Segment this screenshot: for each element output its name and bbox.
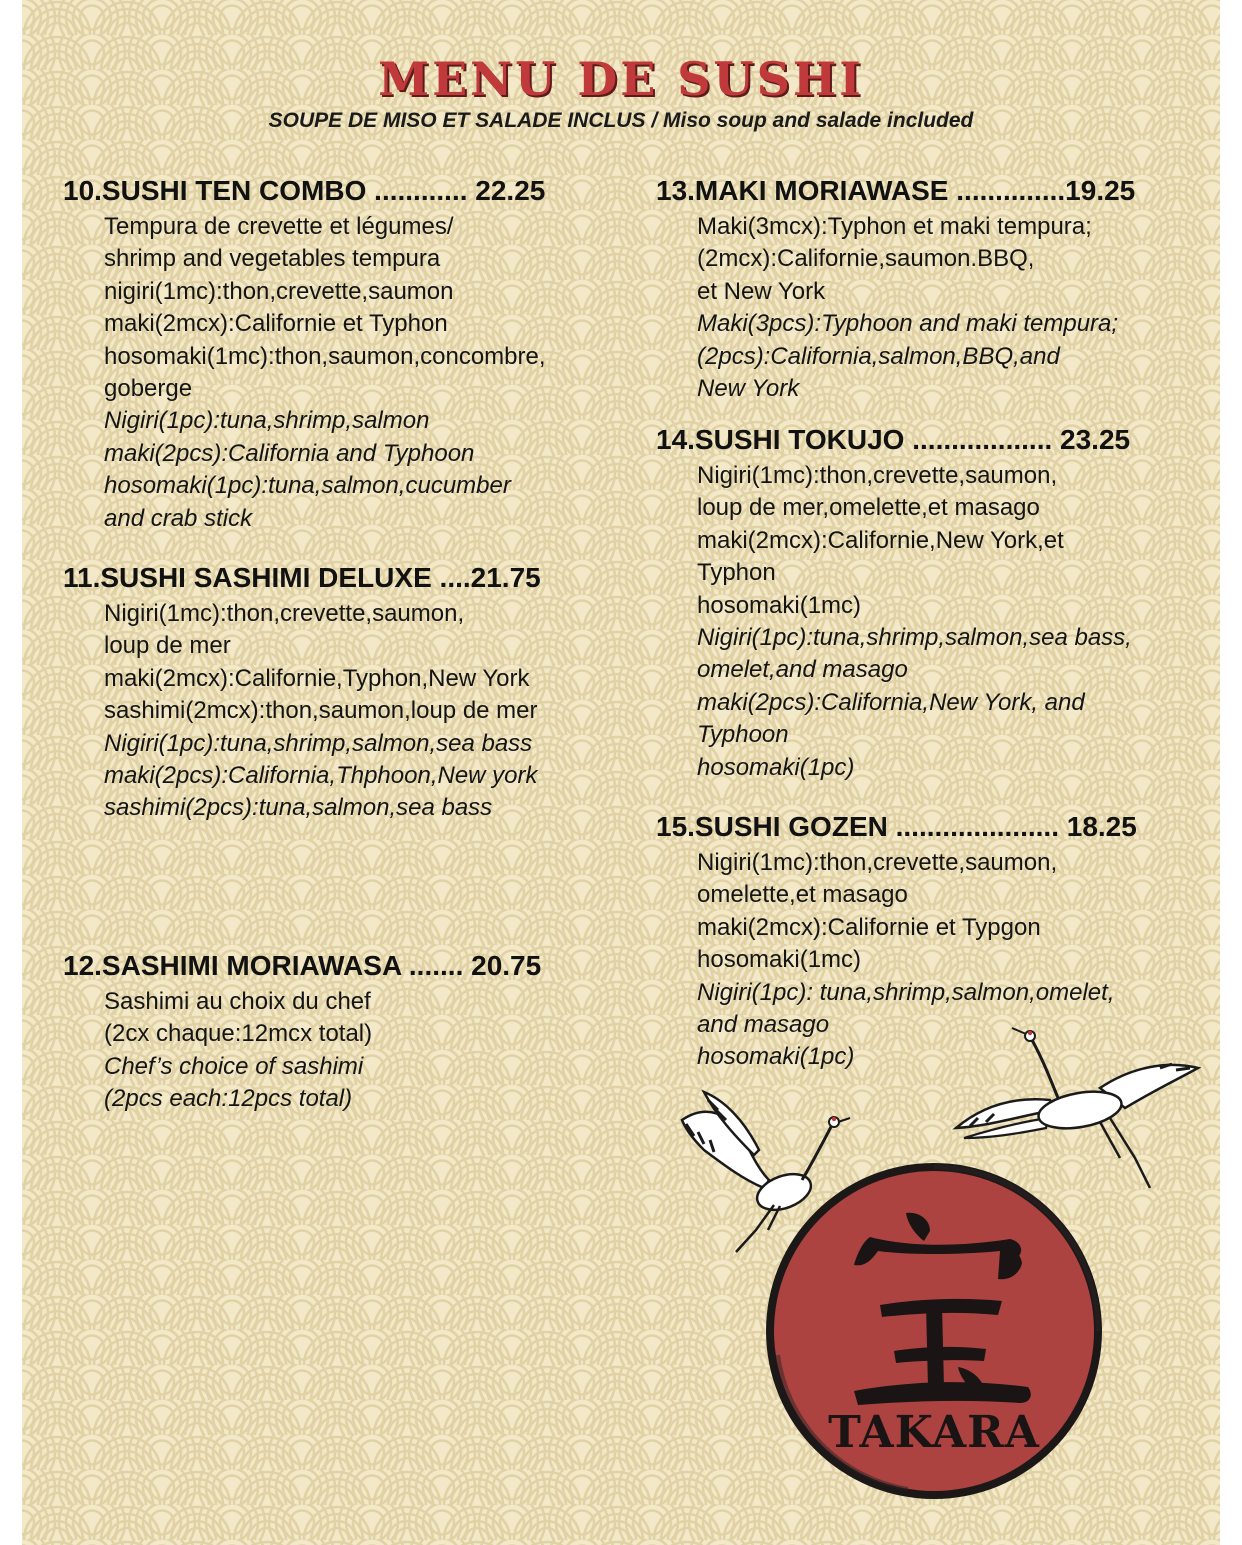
menu-item-line-en: sashimi(2pcs):tuna,salmon,sea bass — [104, 794, 493, 822]
menu-item-line-fr: maki(2mcx):Californie et Typhon — [104, 310, 448, 338]
takara-logo — [758, 1155, 1110, 1507]
menu-item-line-fr: maki(2mcx):Californie,New York,et — [697, 526, 1064, 554]
menu-item-description — [656, 211, 1135, 405]
menu-item-line-fr: (2mcx):Californie,saumon.BBQ, — [697, 245, 1035, 273]
menu-item-line-en: omelet,and masago — [697, 656, 908, 684]
menu-item-line-fr: Maki(3mcx):Typhon et maki tempura; — [697, 213, 1092, 240]
menu-item-line-en: and crab stick — [104, 504, 253, 532]
menu-item-line-fr: hosomaki(1mc):thon,saumon,concombre, — [104, 342, 546, 370]
menu-item-line-fr: sashimi(2mcx):thon,saumon,loup de mer — [104, 697, 538, 725]
menu-page — [22, 0, 1220, 1545]
menu-item-line-fr: loup de mer,omelette,et masago — [697, 494, 1040, 522]
menu-item-line-fr: hosomaki(1mc) — [697, 946, 862, 974]
menu-item-line-en: maki(2pcs):California and Typhoon — [104, 439, 475, 467]
menu-item-line-fr: maki(2mcx):Californie et Typgon — [697, 913, 1041, 941]
menu-item-description — [63, 211, 546, 535]
menu-item-line-en: hosomaki(1pc):tuna,salmon,cucumber — [104, 472, 511, 500]
menu-item-line-fr: Tempura de crevette et légumes/ — [104, 213, 454, 240]
menu-item-line-en: Typhoon — [697, 721, 789, 749]
menu-item-line-en: hosomaki(1pc) — [697, 1043, 855, 1071]
menu-item-description — [656, 460, 1132, 784]
menu-item-line-en: Maki(3pcs):Typhoon and maki tempura; — [697, 310, 1119, 338]
menu-item-line-fr: Typhon — [697, 559, 776, 587]
menu-item — [63, 174, 546, 535]
menu-item-line-en: Nigiri(1pc):tuna,shrimp,salmon,sea bass — [104, 729, 533, 757]
menu-item-description — [63, 598, 541, 825]
menu-item-line-fr: Nigiri(1mc):thon,crevette,saumon, — [697, 849, 1058, 876]
logo-name: TAKARA — [828, 1407, 1040, 1458]
menu-title: MENU DE SUSHI — [378, 52, 864, 106]
menu-item-line-fr: loup de mer — [104, 632, 231, 660]
menu-item-line-en: Nigiri(1pc):tuna,shrimp,salmon,sea bass, — [697, 624, 1132, 652]
menu-item-line-fr: Sashimi au choix du chef — [104, 988, 371, 1015]
menu-subtitle: SOUPE DE MISO ET SALADE INCLUS / Miso soup and salade included — [268, 109, 974, 132]
menu-item-line-fr: maki(2mcx):Californie,Typhon,New York — [104, 664, 530, 692]
menu-item-line-en: Nigiri(1pc): tuna,shrimp,salmon,omelet, — [697, 978, 1115, 1006]
menu-item-line-fr: omelette,et masago — [697, 881, 908, 909]
menu-item-line-fr: hosomaki(1mc) — [697, 591, 862, 619]
menu-item-line-en: (2pcs):California,salmon,BBQ,and — [697, 342, 1060, 370]
menu-item-title: 11.SUSHI SASHIMI DELUXE ....21.75 — [63, 562, 541, 593]
menu-item-line-fr: shrimp and vegetables tempura — [104, 245, 441, 273]
menu-item-line-en: Chef’s choice of sashimi — [104, 1052, 364, 1080]
menu-item-title: 14.SUSHI TOKUJO .................. 23.25 — [656, 424, 1131, 455]
menu-item-line-fr: (2cx chaque:12mcx total) — [104, 1020, 373, 1048]
menu-item — [63, 561, 541, 825]
menu-item-title: 13.MAKI MORIAWASE ..............19.25 — [656, 175, 1136, 206]
menu-item-title: 12.SASHIMI MORIAWASA ....... 20.75 — [63, 950, 542, 981]
menu-item-line-fr: et New York — [697, 277, 826, 305]
menu-item-title: 15.SUSHI GOZEN ..................... 18.25 — [656, 811, 1137, 842]
menu-item-line-en: (2pcs each:12pcs total) — [104, 1085, 353, 1113]
menu-item-line-fr: Nigiri(1mc):thon,crevette,saumon, — [697, 462, 1058, 489]
menu-item-line-fr: Nigiri(1mc):thon,crevette,saumon, — [104, 600, 465, 627]
menu-item — [63, 949, 541, 1116]
menu-item-line-en: New York — [697, 375, 800, 403]
menu-item-title: 10.SUSHI TEN COMBO ............ 22.25 — [63, 175, 546, 206]
menu-item-line-fr: goberge — [104, 375, 193, 403]
menu-item-line-en: and masago — [697, 1011, 830, 1039]
menu-item-description — [63, 986, 541, 1116]
menu-item-line-en: Nigiri(1pc):tuna,shrimp,salmon — [104, 407, 430, 435]
menu-item-line-fr: nigiri(1mc):thon,crevette,saumon — [104, 277, 454, 305]
menu-item — [656, 423, 1132, 784]
menu-item-line-en: hosomaki(1pc) — [697, 753, 855, 781]
menu-item — [656, 174, 1135, 405]
menu-item-line-en: maki(2pcs):California,Thphoon,New york — [104, 762, 538, 790]
menu-item-line-en: maki(2pcs):California,New York, and — [697, 688, 1085, 716]
